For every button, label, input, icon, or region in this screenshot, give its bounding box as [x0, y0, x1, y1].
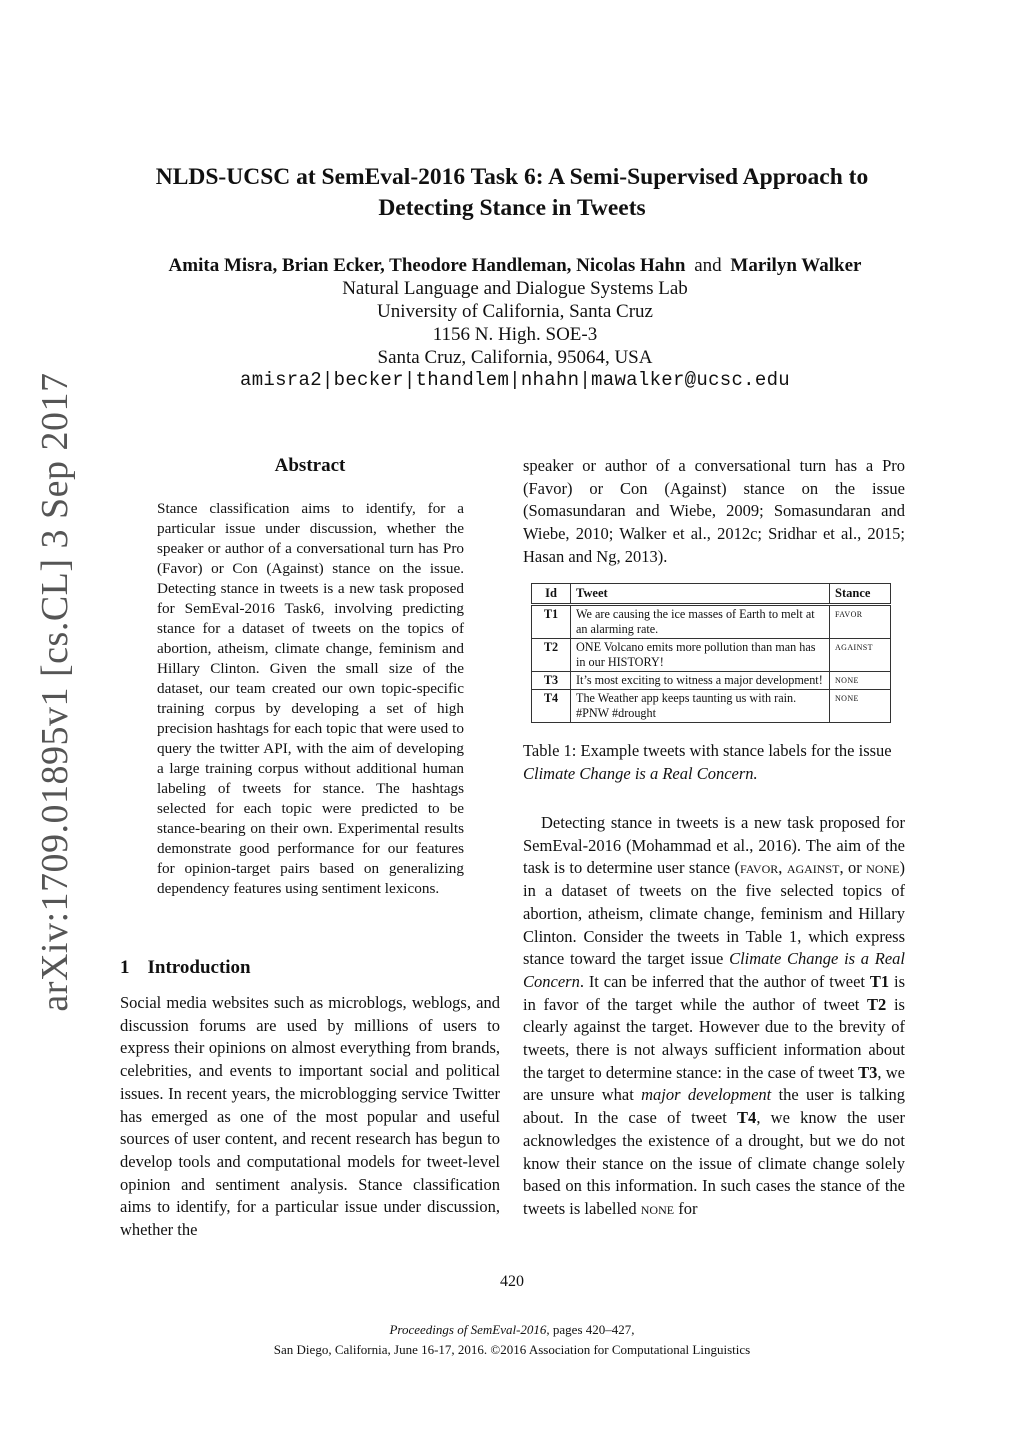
introduction-text: Social media websites such as microblogs, weblogs, and discussion forums are used by millions of users to express their opinions on almost everything from brands, celebrities, and events to important social and political issues. In recent years, the microblogging service Twitter has emerged as one of the most popular and useful sources of user content, and recent research has begun to develop tools and computational models for tweet-level opinion and sentiment analysis. Stance classification aims to identify, for a particular issue under discussion, whether the [120, 993, 500, 1240]
tweet-ref-t1: T1 [869, 971, 890, 991]
row-stance: favor [830, 605, 891, 639]
table-row [532, 690, 891, 723]
right-column-body-text [523, 812, 905, 1221]
header-tweet: Tweet [571, 584, 830, 605]
body-span: , or [839, 858, 867, 878]
right-column-top-text: speaker or author of a conversational turn has a Pro (Favor) or Con (Against) stance on the issue (Somasundaran and Wiebe, 2009; Somasundaran and Wiebe, 2010; Walker et al., 2012c; Sridhar et al., 2015; Hasan and Ng, 2013). [523, 456, 905, 566]
tweet-ref-t3: T3 [858, 1062, 878, 1082]
caption-issue: Climate Change is a Real Concern. [523, 764, 758, 783]
header-stance: Stance [830, 584, 891, 605]
arxiv-identifier: arXiv:1709.01895v1 [cs.CL] 3 Sep 2017 [34, 372, 76, 1012]
tweet-ref-t4: T4 [737, 1108, 757, 1128]
author-and: and [694, 255, 722, 276]
major-development-italic: major development [641, 1085, 772, 1105]
row-tweet: It’s most exciting to witness a major development! [571, 672, 830, 690]
row-id: T3 [532, 672, 571, 690]
affiliation-university: University of California, Santa Cruz [377, 301, 653, 322]
footer [0, 1320, 1024, 1360]
example-tweets-table [531, 583, 891, 723]
author-last: Marilyn Walker [730, 255, 862, 276]
footer-venue: San Diego, California, June 16-17, 2016. ©2016 Association for Computational Linguistics [273, 1342, 751, 1357]
paper-title [120, 162, 904, 224]
table-header-row [532, 584, 891, 605]
body-span: is clearly against the target. However due to the brevity of tweets, there is not always sufficient information about the target to determine stance: in the case of tweet [523, 994, 905, 1082]
body-span: , we know the user acknowledges the existence of a drought, but we do not know their stance on the issue of climate change solely based on this information. In such cases the stance of the tweets is labelled [523, 1108, 905, 1218]
affiliation-address: 1156 N. High. SOE-3 [432, 324, 598, 345]
row-stance: none [830, 690, 891, 723]
abstract-text: Stance classification aims to identify, for a particular issue under discussion, whether the speaker or author of a conversational turn has Pro (Favor) or Con (Against) stance on the issue. Detecting stance in tweets is a new task proposed for SemEval-2016 Task6, involving predicting stance for a dataset of tweets on the topics of abortion, atheism, climate change, feminism and Hillary Clinton. Given the small size of the dataset, our team created our own topic-specific training corpus by developing a set of high precision hashtags for each topic that were used to query the twitter API, with the aim of developing a large training corpus without additional human labeling of tweets for stance. The hashtags selected for each topic were predicted to be stance-bearing on their own. Experimental results demonstrate good performance for our features for opinion-target pairs based on generalizing dependency features using sentiment lexicons. [157, 500, 464, 897]
row-id: T4 [532, 690, 571, 723]
body-span: Detecting stance in tweets is a new task proposed for SemEval-2016 (Mohammad et al., 2016). The aim of the task is to determine user stance ( [523, 813, 905, 878]
issue-italic: Climate Change is a Real Concern [523, 949, 905, 991]
row-tweet: ONE Volcano emits more pollution than man has in our HISTORY! [571, 639, 830, 672]
table-caption [523, 739, 905, 785]
author-names: Amita Misra, Brian Ecker, Theodore Handleman, Nicolas Hahn [168, 255, 686, 276]
table-row [532, 605, 891, 639]
affiliation-city: Santa Cruz, California, 95064, USA [377, 347, 653, 368]
affiliation-lab: Natural Language and Dialogue Systems Lab [342, 278, 688, 299]
body-span: , we are unsure what [523, 1062, 905, 1105]
abstract-heading: Abstract [274, 455, 346, 476]
row-id: T1 [532, 605, 571, 639]
caption-prefix: Table 1: Example tweets with stance labels for the issue [523, 741, 892, 760]
row-stance: none [830, 672, 891, 690]
footer-proceedings: Proceedings of SemEval-2016 [389, 1322, 547, 1337]
row-id: T2 [532, 639, 571, 672]
body-span: , [778, 858, 787, 878]
body-span: ) in a dataset of tweets on the five selected topics of abortion, atheism, climate change, feminism and Hillary Clinton. Consider the tweets in Table 1, which express stance toward the target issue [523, 858, 905, 969]
label-against: against [786, 858, 840, 878]
author-block [80, 254, 950, 392]
row-stance: against [830, 639, 891, 672]
table-row [532, 639, 891, 672]
title-line-1: NLDS-UCSC at SemEval-2016 Task 6: A Semi-Supervised Approach to [155, 164, 869, 190]
row-tweet: We are causing the ice masses of Earth to melt at an alarming rate. [571, 605, 830, 639]
table-row [532, 672, 891, 690]
author-emails: amisra2|becker|thandlem|nhahn|mawalker@ucsc.edu [240, 369, 790, 391]
header-id: Id [532, 584, 571, 605]
body-span: the user is talking about. In the case of tweet [523, 1085, 905, 1128]
section-heading-introduction [120, 957, 251, 979]
body-span: for [674, 1198, 698, 1218]
page-number: 420 [500, 1273, 524, 1290]
title-line-2: Detecting Stance in Tweets [378, 195, 646, 221]
section-title: Introduction [147, 957, 251, 978]
label-none: none [866, 858, 900, 878]
tweet-ref-t2: T2 [867, 994, 887, 1014]
row-tweet: The Weather app keeps taunting us with rain. #PNW #drought [571, 690, 830, 723]
body-span: . It can be inferred that the author of tweet [579, 971, 870, 991]
label-favor: favor [740, 858, 779, 878]
section-number: 1 [120, 957, 130, 978]
label-none-2: none [640, 1198, 675, 1218]
body-span: is in favor of the target while the author of tweet [523, 971, 905, 1014]
footer-pages: , pages 420–427, [546, 1322, 635, 1337]
